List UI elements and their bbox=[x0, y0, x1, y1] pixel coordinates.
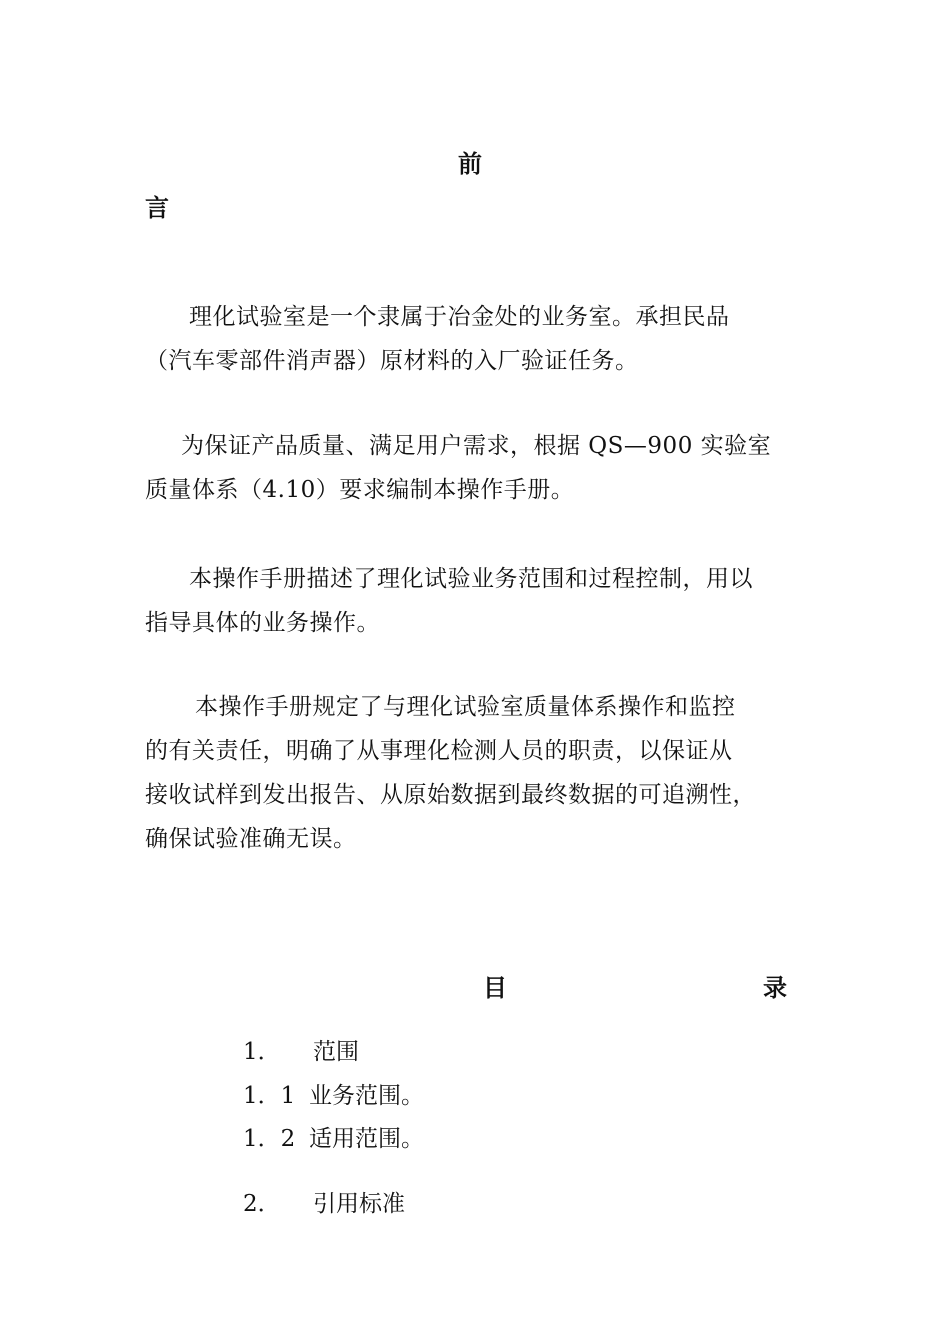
preface-paragraph-1 bbox=[145, 295, 810, 383]
toc-title-char-1: 目 bbox=[483, 973, 507, 1002]
paragraph-line: （汽车零部件消声器）原材料的入厂验证任务。 bbox=[145, 348, 639, 374]
toc-item-number: 1．1 bbox=[243, 1083, 296, 1109]
paragraph-line: 质量体系（4.10）要求编制本操作手册。 bbox=[145, 477, 575, 503]
paragraph-line: 接收试样到发出报告、从原始数据到最终数据的可追溯性， bbox=[145, 782, 756, 808]
preface-paragraph-4 bbox=[145, 685, 810, 861]
paragraph-line: 为保证产品质量、满足用户需求，根据 QS—900 实验室 bbox=[181, 433, 772, 459]
paragraph-line: 本操作手册描述了理化试验业务范围和过程控制，用以 bbox=[189, 566, 753, 592]
toc-item-label: 引用标准 bbox=[313, 1191, 405, 1217]
toc-item-label: 业务范围。 bbox=[309, 1083, 424, 1109]
toc-item[interactable] bbox=[243, 1085, 424, 1108]
paragraph-line: 的有关责任，明确了从事理化检测人员的职责，以保证从 bbox=[145, 738, 733, 764]
toc-title-char-2: 录 bbox=[763, 973, 787, 1002]
toc-item-number: 1．2 bbox=[243, 1126, 296, 1152]
preface-paragraph-2 bbox=[145, 424, 810, 512]
paragraph-line: 确保试验准确无误。 bbox=[145, 826, 357, 852]
paragraph-line: 本操作手册规定了与理化试验室质量体系操作和监控 bbox=[195, 694, 736, 720]
preface-title-char-1: 前 bbox=[458, 149, 482, 178]
toc-item-label: 适用范围。 bbox=[309, 1126, 424, 1152]
toc-item[interactable] bbox=[243, 1193, 405, 1216]
toc-item-label: 范围 bbox=[313, 1039, 359, 1065]
preface-paragraph-3 bbox=[145, 557, 810, 645]
toc-item-number: 1． bbox=[243, 1039, 281, 1065]
toc-item[interactable] bbox=[243, 1128, 424, 1151]
paragraph-line: 理化试验室是一个隶属于冶金处的业务室。承担民品 bbox=[189, 304, 730, 330]
toc-item[interactable] bbox=[243, 1041, 359, 1064]
toc-item-number: 2． bbox=[243, 1191, 281, 1217]
preface-title-char-2: 言 bbox=[145, 193, 169, 222]
paragraph-line: 指导具体的业务操作。 bbox=[145, 610, 380, 636]
